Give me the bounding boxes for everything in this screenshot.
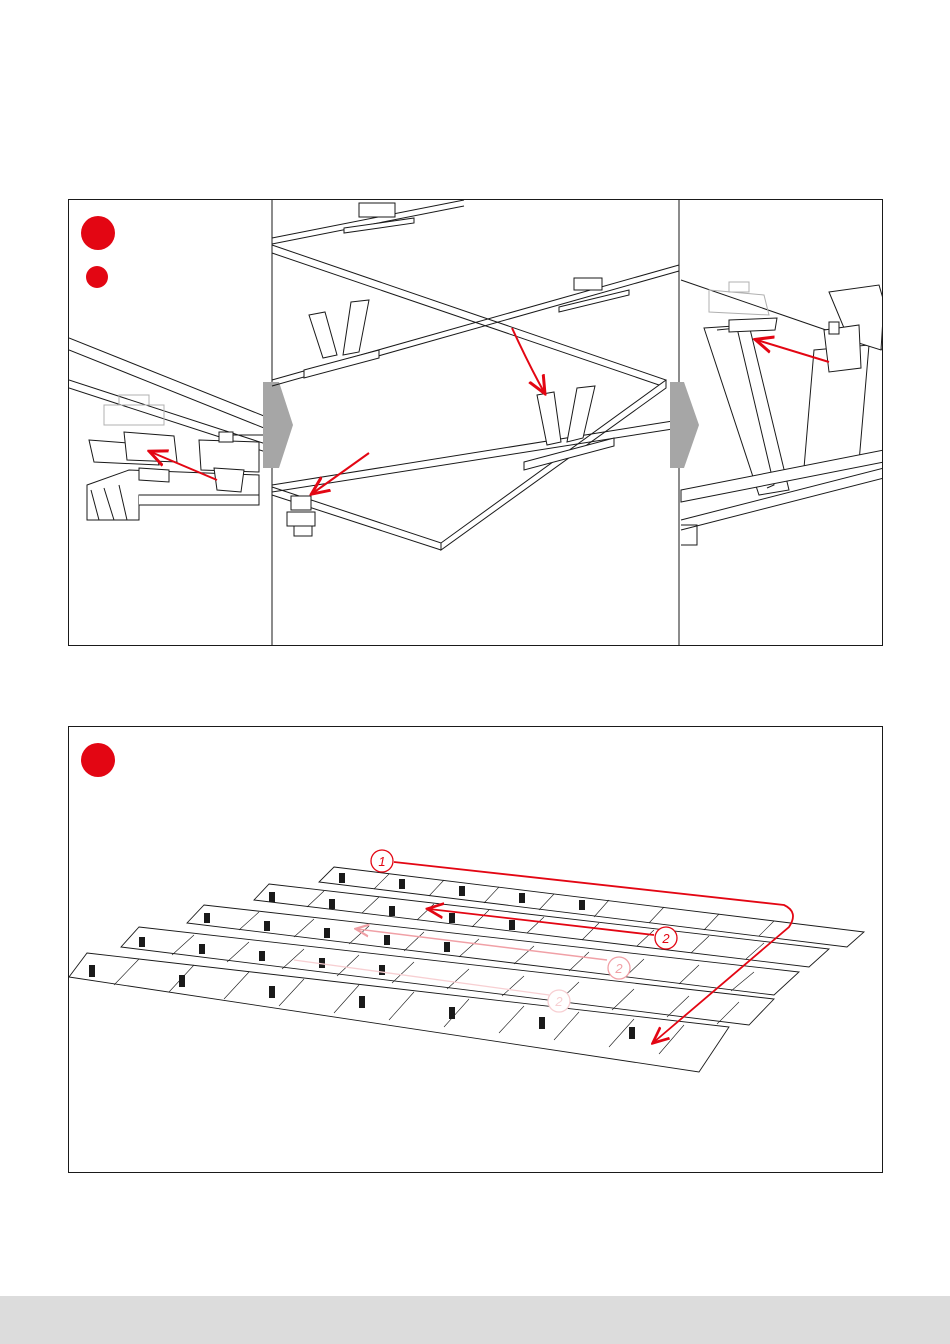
assembly-steps-svg: [69, 200, 883, 646]
svg-text:1: 1: [378, 854, 386, 869]
clamp-ghost-closeup: [709, 282, 769, 315]
step-3-clamp-closeup: [681, 280, 883, 545]
footer-bar: [0, 1296, 950, 1344]
order-badge-2a: [655, 927, 677, 949]
svg-text:2: 2: [615, 961, 623, 976]
step-2-panel-placement: [272, 200, 679, 550]
install-order-figure: [68, 726, 883, 1173]
support-left: [304, 300, 379, 378]
order-badge-2c: [548, 990, 570, 1012]
step-transition-arrow-1: [263, 382, 293, 468]
clamp-front: [287, 496, 315, 536]
solar-array: [69, 867, 864, 1072]
order-badge-2b: [608, 957, 630, 979]
order-badge-1: [371, 850, 393, 872]
install-order-svg: [69, 727, 883, 1173]
assembly-steps-figure: [68, 199, 883, 646]
step-marker-bottom: [81, 743, 115, 777]
step-marker-large: [81, 216, 115, 250]
step-1-clamp-detail: [69, 216, 269, 520]
step-marker-small: [86, 266, 108, 288]
svg-text:2: 2: [555, 994, 563, 1009]
clamp-ghost: [104, 395, 164, 425]
svg-text:2: 2: [662, 931, 670, 946]
step-transition-arrow-2: [670, 382, 699, 468]
